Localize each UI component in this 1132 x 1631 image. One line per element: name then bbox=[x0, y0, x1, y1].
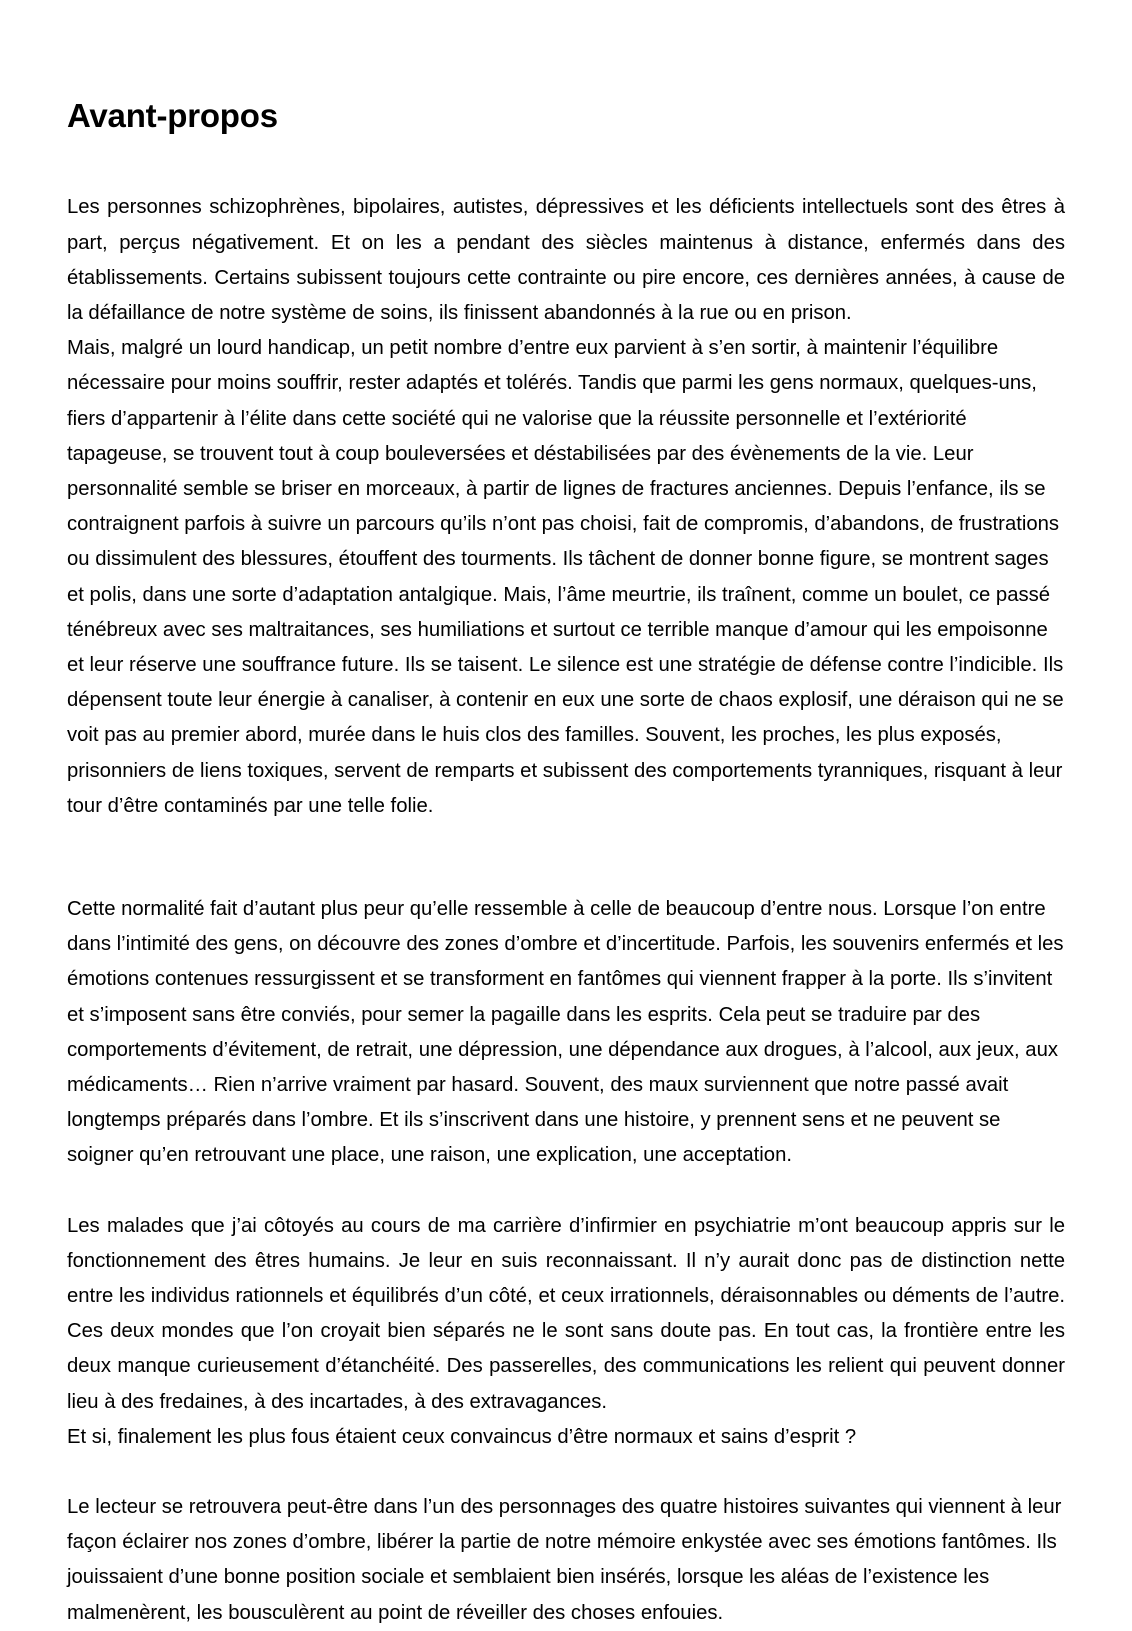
document-content bbox=[67, 0, 1065, 1631]
paragraph-block-normalite bbox=[67, 892, 1065, 1174]
paragraph-block-malades bbox=[67, 1209, 1065, 1455]
paragraph: Et si, finalement les plus fous étaient ceux convaincus d’être normaux et sains d’esprit ? bbox=[67, 1425, 857, 1448]
paragraph: Les malades que j’ai côtoyés au cours de ma carrière d’infirmier en psychiatrie m’ont beaucoup appris sur le fonctionnement des êtres humains. Je leur en suis reconnaissant. Il n’y aurait donc pas de distinction nette entre les individus rationnels et équilibrés d’un côté, et ceux irrationnels, déraisonnables ou déments de l’autre. Ces deux mondes que l’on croyait bien séparés ne le sont sans doute pas. En tout cas, la frontière entre les deux manque curieusement d’étanchéité. Des passerelles, des communications les relient qui peuvent donner lieu à des fredaines, à des incartades, à des extravagances. bbox=[67, 1214, 1065, 1413]
paragraph: Mais, malgré un lourd handicap, un petit nombre d’entre eux parvient à s’en sortir, à maintenir l’équilibre nécessaire pour moins souffrir, rester adaptés et tolérés. Tandis que parmi les gens normaux, quelques-uns, fiers d’appartenir à l’élite dans cette société qui ne valorise que la réussite personnelle et l’extériorité tapageuse, se trouvent tout à coup bouleversées et déstabilisées par des évènements de la vie. Leur personnalité semble se briser en morceaux, à partir de lignes de fractures anciennes. Depuis l’enfance, ils se contraignent parfois à suivre un parcours qu’ils n’ont pas choisi, fait de compromis, d’abandons, de frustrations ou dissimulent des blessures, étouffent des tourments. Ils tâchent de donner bonne figure, se montrent sages et polis, dans une sorte d’adaptation antalgique. Mais, l’âme meurtrie, ils traînent, comme un boulet, ce passé ténébreux avec ses maltraitances, ses humiliations et surtout ce terrible manque d’amour qui les empoisonne et leur réserve une souffrance future. Ils se taisent. Le silence est une stratégie de défense contre l’indicible. Ils dépensent toute leur énergie à canaliser, à contenir en eux une sorte de chaos explosif, une déraison qui ne se voit pas au premier abord, murée dans le huis clos des familles. Souvent, les proches, les plus exposés, prisonniers de liens toxiques, servent de remparts et subissent des comportements tyranniques, risquant à leur tour d’être contaminés par une telle folie. bbox=[67, 337, 1064, 817]
paragraph: Cette normalité fait d’autant plus peur qu’elle ressemble à celle de beaucoup d’entre nous. Lorsque l’on entre dans l’intimité des gens, on découvre des zones d’ombre et d’incertitude. Parfois, les souvenirs enfermés et les émotions contenues ressurgissent et se transforment en fantômes qui viennent frapper à la porte. Ils s’invitent et s’imposent sans être conviés, pour semer la pagaille dans les esprits. Cela peut se traduire par des comportements d’évitement, de retrait, une dépression, une dépendance aux drogues, à l’alcool, aux jeux, aux médicaments… Rien n’arrive vraiment par hasard. Souvent, des maux surviennent que notre passé avait longtemps préparés dans l’ombre. Et ils s’inscrivent dans une histoire, y prennent sens et ne peuvent se soigner qu’en retrouvant une place, une raison, une explication, une acceptation. bbox=[67, 897, 1064, 1167]
page-title: Avant-propos bbox=[67, 97, 278, 134]
paragraph: Le lecteur se retrouvera peut-être dans l’un des personnages des quatre histoires suivantes qui viennent à leur façon éclairer nos zones d’ombre, libérer la partie de notre mémoire enkystée avec ses émotions fantômes. Ils jouissaient d’une bonne position sociale et semblaient bien insérés, lorsque les aléas de l’existence les malmenèrent, les bousculèrent au point de réveiller des choses enfouies. bbox=[67, 1496, 1062, 1624]
paragraph-block-lecteur bbox=[67, 1490, 1065, 1631]
paragraph-block-intro bbox=[67, 190, 1065, 824]
paragraph: Les personnes schizophrènes, bipolaires, autistes, dépressives et les déficients intellectuels sont des êtres à part, perçus négativement. Et on les a pendant des siècles maintenus à distance, enfermés dans des établissements. Certains subissent toujours cette contrainte ou pire encore, ces dernières années, à cause de la défaillance de notre système de soins, ils finissent abandonnés à la rue ou en prison. bbox=[67, 196, 1065, 324]
